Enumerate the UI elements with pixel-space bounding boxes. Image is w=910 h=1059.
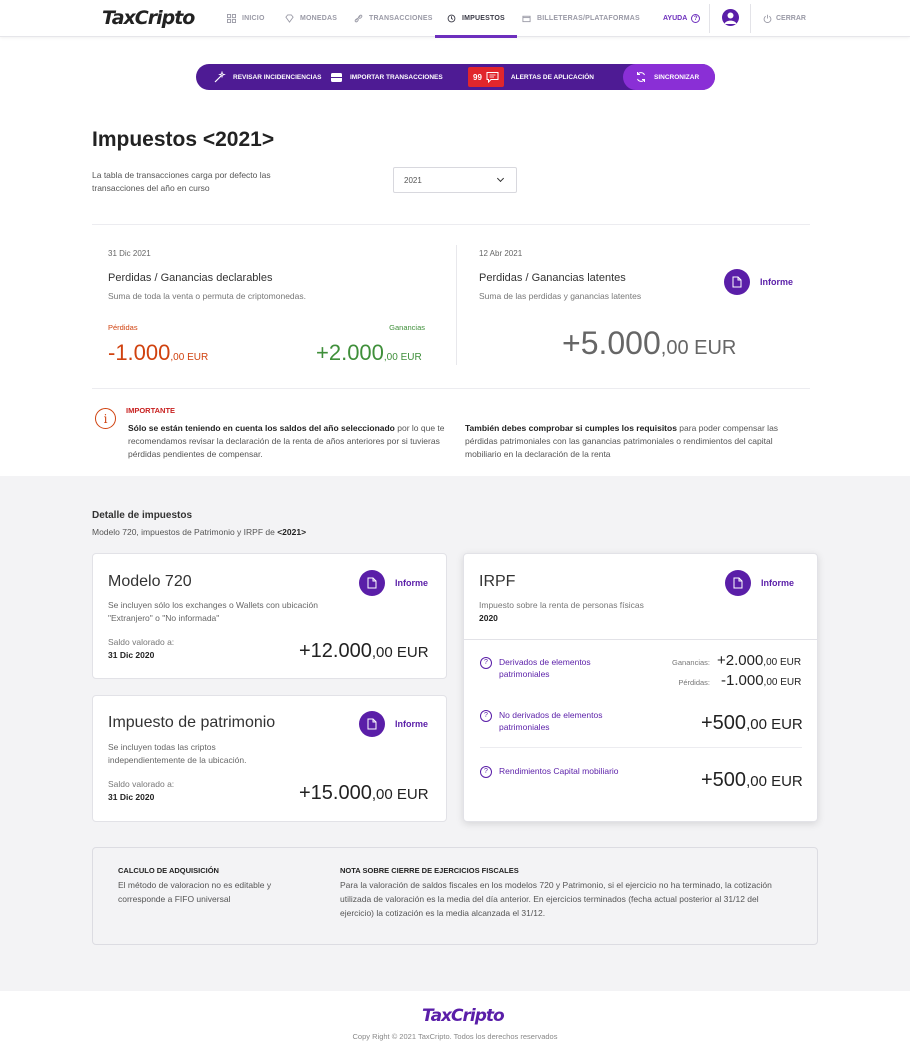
patrimonio-value	[299, 782, 429, 805]
grid-icon	[227, 14, 236, 23]
footer-logo[interactable]: TaxCripto	[422, 1006, 504, 1026]
nav-item-billeteras[interactable]	[522, 0, 640, 37]
irpf-rendimientos-value	[701, 769, 803, 792]
irpf-title: IRPF	[479, 573, 516, 590]
notes-box	[92, 847, 818, 945]
document-icon	[724, 269, 750, 295]
report-label: Informe	[395, 719, 429, 729]
modelo720-desc: Se incluyen sólo los exchanges o Wallets con ubicación "Extranjero" o "No informada"	[108, 600, 318, 623]
detail-title: Detalle de impuestos	[92, 510, 193, 521]
irpf-row-label: No derivados de elementos patrimoniales	[499, 710, 603, 732]
nav-item-transacciones[interactable]	[354, 0, 433, 37]
link-icon	[354, 14, 363, 23]
app-alerts-button[interactable]	[468, 64, 594, 90]
latent-int: +5.000	[562, 325, 661, 361]
declarable-title: Perdidas / Ganancias declarables	[108, 272, 273, 284]
import-label: IMPORTAR TRANSACCIONES	[350, 73, 443, 81]
value-dec: ,00 EUR	[763, 677, 802, 688]
review-label: REVISAR INCIDENCIENCIAS	[233, 73, 322, 81]
irpf-row-derivados[interactable]	[480, 656, 620, 680]
import-icon	[330, 72, 343, 83]
help-label: AYUDA	[663, 15, 688, 22]
sync-icon	[635, 71, 647, 83]
info-icon: i	[95, 408, 116, 429]
copyright: Copy Right © 2021 TaxCripto. Todos los derechos reservados	[352, 1032, 558, 1041]
user-icon	[722, 9, 739, 26]
question-icon: ?	[480, 766, 492, 778]
modelo720-saldo-date: 31 Dic 2020	[108, 650, 155, 660]
modelo720-saldo-label: Saldo valorado a:	[108, 637, 175, 647]
irpf-gain-label: Ganancias:	[672, 658, 710, 667]
chevron-down-icon	[497, 175, 504, 182]
irpf-row-no-derivados[interactable]	[480, 709, 630, 733]
irpf-loss-label: Pérdidas:	[678, 678, 710, 687]
power-icon	[763, 14, 772, 23]
declarable-date: 31 Dic 2021	[108, 249, 151, 258]
year-select[interactable]	[393, 167, 517, 193]
help-link[interactable]	[663, 0, 700, 37]
gain-dec: ,00 EUR	[383, 352, 422, 363]
value-dec: ,00 EUR	[746, 716, 803, 733]
value-int: -1.000	[721, 672, 764, 689]
alerts-label: ALERTAS DE APLICACIÓN	[510, 73, 594, 81]
sync-label: SINCRONIZAR	[654, 73, 700, 81]
year-value: 2021	[404, 175, 422, 185]
fiscal-note-text: Para la valoración de saldos fiscales en los modelos 720 y Patrimonio, si el ejercicio no ha terminado, la cotización utilizada de valoración es la media del día anterior. En ejercicios terminados (fecha actual posterior al 31/12 del ejercicio) la cotización es la media alcanzada el 31/12.	[340, 880, 772, 918]
magic-wand-icon	[213, 71, 226, 84]
value-dec: ,00 EUR	[371, 786, 429, 803]
nav-label: IMPUESTOS	[462, 15, 505, 22]
irpf-no-derivados-value	[701, 712, 803, 735]
modelo720-report-button[interactable]	[359, 570, 428, 596]
modelo720-title: Modelo 720	[108, 573, 192, 590]
irpf-row-label: Rendimientos Capital mobiliario	[499, 766, 619, 776]
irpf-desc: Impuesto sobre la renta de personas físicas	[479, 600, 644, 610]
latent-dec: ,00 EUR	[660, 337, 737, 359]
document-icon	[359, 570, 385, 596]
important-text-right	[465, 422, 785, 461]
value-dec: ,00 EUR	[371, 644, 429, 661]
nav-label: INICIO	[242, 15, 265, 22]
declarable-loss-value	[108, 340, 208, 366]
important-text-left	[128, 422, 448, 461]
loss-dec: ,00 EUR	[170, 352, 209, 363]
sync-button[interactable]	[623, 64, 715, 90]
irpf-gain-value	[717, 652, 801, 670]
important-title: IMPORTANTE	[126, 406, 176, 415]
alerts-badge	[468, 67, 504, 87]
declarable-desc: Suma de toda la venta o permuta de criptomonedas.	[108, 291, 306, 301]
logout-button[interactable]	[763, 0, 806, 37]
document-icon	[725, 570, 751, 596]
important-right-rest: para poder compensar las pérdidas patrimoniales con las ganancias patrimoniales o rendimientos del capital mobiliario en la declaración de la renta	[465, 423, 779, 459]
irpf-report-button[interactable]	[725, 570, 794, 596]
loss-int: -1.000	[108, 340, 171, 365]
chat-icon	[486, 71, 499, 83]
patrimonio-saldo-date: 31 Dic 2020	[108, 792, 155, 802]
divider	[480, 747, 802, 748]
important-left-rest: por lo que te recomendamos revisar la declaración de la renta de años anteriores por si tuvieras pérdidas pendientes de compensar.	[128, 423, 445, 459]
report-label: Informe	[761, 578, 795, 588]
report-label: Informe	[760, 277, 794, 287]
patrimonio-title: Impuesto de patrimonio	[108, 714, 276, 731]
irpf-year: 2020	[479, 613, 498, 623]
nav-item-monedas[interactable]	[285, 0, 337, 37]
latent-report-button[interactable]	[724, 269, 793, 295]
value-dec: ,00 EUR	[763, 657, 802, 668]
divider	[92, 224, 810, 225]
latent-title: Perdidas / Ganancias latentes	[479, 272, 626, 284]
irpf-loss-value	[721, 672, 801, 690]
irpf-card	[463, 553, 818, 822]
value-int: +15.000	[299, 782, 372, 804]
nav-label: TRANSACCIONES	[369, 15, 433, 22]
latent-value	[562, 325, 736, 362]
value-int: +500	[701, 769, 747, 791]
detail-subtitle	[92, 527, 306, 537]
logout-label: CERRAR	[776, 15, 806, 22]
nav-item-impuestos[interactable]	[447, 0, 505, 37]
action-bar	[196, 64, 715, 90]
question-icon: ?	[480, 657, 492, 669]
logo[interactable]: TaxCripto	[102, 7, 195, 29]
patrimonio-card	[92, 695, 447, 822]
value-int: +2.000	[717, 652, 764, 669]
latent-date: 12 Abr 2021	[479, 249, 523, 258]
summary-divider	[456, 245, 457, 365]
alerts-count: 99	[473, 72, 482, 82]
important-right-bold: También debes comprobar si cumples los requisitos	[465, 423, 677, 433]
value-dec: ,00 EUR	[746, 773, 803, 790]
review-issues-button[interactable]	[213, 64, 321, 90]
document-icon	[359, 711, 385, 737]
wallet-icon	[522, 14, 531, 23]
nav-label: BILLETERAS/PLATAFORMAS	[537, 15, 640, 22]
question-icon: ?	[480, 710, 492, 722]
nav-item-inicio[interactable]	[227, 0, 265, 37]
question-icon: ?	[691, 14, 700, 23]
important-left-bold: Sólo se están teniendo en cuenta los saldos del año seleccionado	[128, 423, 395, 433]
detail-sub-prefix: Modelo 720, impuestos de Patrimonio y IRPF de	[92, 527, 278, 537]
avatar[interactable]	[722, 9, 739, 26]
loss-label: Pérdidas	[108, 323, 138, 332]
diamond-icon	[285, 14, 294, 23]
declarable-gain-value	[316, 340, 422, 366]
acquisition-text: El método de valoracion no es editable y corresponde a FIFO universal	[118, 880, 272, 904]
tax-icon	[447, 14, 456, 23]
modelo720-value	[299, 640, 429, 663]
divider	[92, 388, 810, 389]
gain-int: +2.000	[316, 340, 384, 365]
fiscal-note-title: NOTA SOBRE CIERRE DE EJERCICIOS FISCALES	[340, 866, 519, 875]
nav-divider	[750, 4, 751, 33]
value-int: +500	[701, 712, 747, 734]
latent-desc: Suma de las perdidas y ganancias latentes	[479, 291, 642, 301]
value-int: +12.000	[299, 640, 372, 662]
import-transactions-button[interactable]	[330, 64, 443, 90]
irpf-row-rendimientos[interactable]	[480, 765, 620, 778]
page-title: Impuestos <2021>	[92, 128, 275, 151]
gain-label: Ganancias	[389, 323, 425, 332]
patrimonio-report-button[interactable]	[359, 711, 428, 737]
detail-sub-year: <2021>	[277, 527, 307, 537]
modelo720-card	[92, 553, 447, 679]
divider	[464, 639, 817, 640]
patrimonio-saldo-label: Saldo valorado a:	[108, 779, 175, 789]
top-nav	[0, 0, 910, 37]
page-subtitle: La tabla de transacciones carga por defecto las transacciones del año en curso	[92, 170, 271, 193]
irpf-row-label: Derivados de elementos patrimoniales	[499, 657, 591, 679]
nav-label: MONEDAS	[300, 15, 338, 22]
nav-divider	[709, 4, 710, 33]
acquisition-title: CALCULO DE ADQUISICIÓN	[118, 866, 219, 875]
report-label: Informe	[395, 578, 429, 588]
patrimonio-desc: Se incluyen todas las criptos independientemente de la ubicación.	[108, 742, 247, 765]
